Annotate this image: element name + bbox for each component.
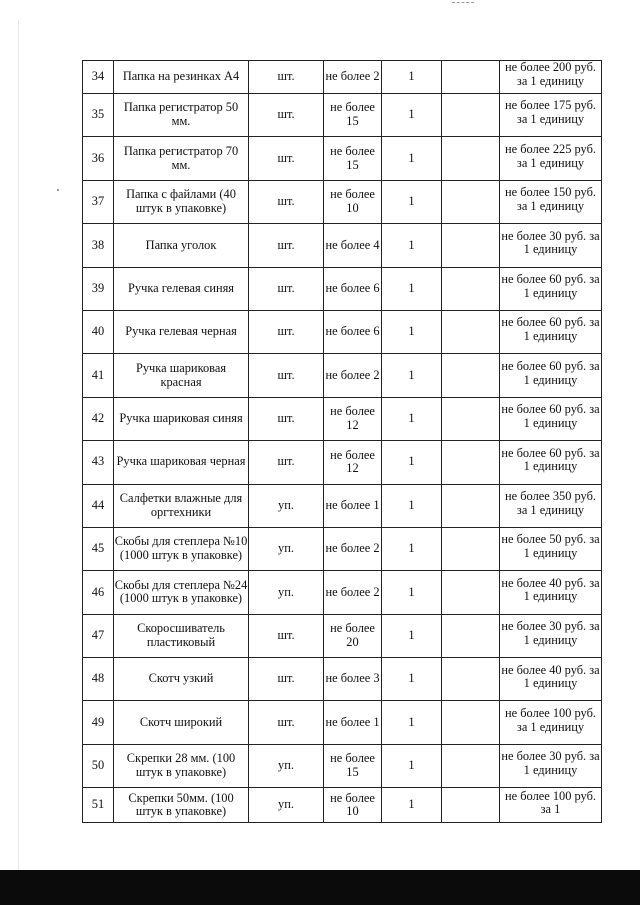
- item-name: Скрепки 28 мм. (100 штук в упаковке): [126, 751, 236, 780]
- row-number-cell: [83, 658, 114, 701]
- empty-cell-cell: [442, 744, 500, 787]
- unit-of-measure: шт.: [277, 454, 295, 469]
- count: 1: [408, 107, 415, 122]
- price-limit-cell: [500, 701, 602, 744]
- table-row: [83, 744, 602, 787]
- row-number-cell: [83, 397, 114, 440]
- count-cell: [382, 397, 442, 440]
- price-limit-cell: [500, 527, 602, 570]
- row-number-cell: [83, 180, 114, 223]
- row-number-cell: [83, 527, 114, 570]
- price-limit-cell: [500, 441, 602, 484]
- quantity-limit-cell: [324, 658, 382, 701]
- empty-cell-cell: [442, 180, 500, 223]
- quantity-limit-cell: [324, 744, 382, 787]
- table-row: [83, 180, 602, 223]
- item-name-cell: [114, 180, 249, 223]
- item-name: Скрепки 50мм. (100 штук в упаковке): [128, 790, 234, 819]
- quantity-limit: не более 2: [325, 584, 380, 599]
- price-limit-cell: [500, 571, 602, 614]
- item-name-cell: [114, 744, 249, 787]
- count-cell: [382, 788, 442, 823]
- item-name: Скоросшиватель пластиковый: [137, 621, 225, 649]
- unit-of-measure-cell: [249, 397, 324, 440]
- item-name-cell: [114, 484, 249, 527]
- price-limit-cell: [500, 224, 602, 267]
- row-number-cell: [83, 354, 114, 397]
- table-row: [83, 224, 602, 267]
- price-limit-cell: [500, 788, 602, 823]
- count-cell: [382, 267, 442, 310]
- unit-of-measure: уп.: [278, 497, 294, 512]
- unit-of-measure-cell: [249, 354, 324, 397]
- table-row: [83, 137, 602, 180]
- table-row: [83, 484, 602, 527]
- item-name-cell: [114, 788, 249, 823]
- item-name: Салфетки влажные для оргтехники: [119, 491, 243, 519]
- price-limit-cell: [500, 354, 602, 397]
- item-name: Скобы для степлера №10 (1000 штук в упаковке): [114, 534, 248, 563]
- table-row: [83, 527, 602, 570]
- unit-of-measure-cell: [249, 224, 324, 267]
- price-limit: не более 50 руб. за 1 единицу: [501, 532, 600, 561]
- count-cell: [382, 354, 442, 397]
- quantity-limit: не более 12: [330, 447, 375, 476]
- unit-of-measure-cell: [249, 180, 324, 223]
- item-name: Ручка шариковая черная: [116, 454, 246, 469]
- row-number-cell: [83, 788, 114, 823]
- count: 1: [408, 324, 415, 339]
- count-cell: [382, 61, 442, 94]
- page-edge-shadow: [18, 20, 19, 880]
- price-limit: не более 60 руб. за 1 единицу: [501, 272, 600, 300]
- row-number: 47: [91, 628, 105, 643]
- item-name: Скобы для степлера №24 (1000 штук в упаковке): [114, 577, 248, 606]
- unit-of-measure: шт.: [277, 237, 295, 252]
- empty-cell-cell: [442, 571, 500, 614]
- unit-of-measure: шт.: [277, 69, 295, 84]
- row-number-cell: [83, 137, 114, 180]
- count-cell: [382, 701, 442, 744]
- price-limit: не более 100 руб. за 1 единицу: [505, 705, 596, 734]
- price-limit: не более 225 руб. за 1 единицу: [505, 141, 596, 170]
- price-limit: не более 175 руб. за 1 единицу: [505, 98, 596, 127]
- empty-cell-cell: [442, 61, 500, 94]
- price-limit: не более 100 руб. за 1: [505, 788, 596, 817]
- price-limit-cell: [500, 484, 602, 527]
- unit-of-measure: шт.: [277, 280, 295, 295]
- empty-cell-cell: [442, 484, 500, 527]
- row-number: 38: [91, 237, 105, 252]
- unit-of-measure-cell: [249, 267, 324, 310]
- price-limit-cell: [500, 397, 602, 440]
- scan-speck: [57, 189, 59, 191]
- count: 1: [408, 497, 415, 512]
- price-limit: не более 60 руб. за 1 единицу: [501, 445, 600, 474]
- count-cell: [382, 224, 442, 267]
- price-limit-cell: [500, 744, 602, 787]
- item-name: Папка на резинках А4: [122, 69, 240, 84]
- row-number-cell: [83, 224, 114, 267]
- unit-of-measure-cell: [249, 614, 324, 657]
- unit-of-measure: уп.: [278, 797, 294, 812]
- item-name: Папка регистратор 50 мм.: [123, 100, 239, 129]
- quantity-limit: не более 6: [325, 280, 380, 295]
- unit-of-measure: уп.: [278, 541, 294, 556]
- item-name: Папка регистратор 70 мм.: [123, 143, 239, 172]
- unit-of-measure-cell: [249, 310, 324, 353]
- table-row: [83, 61, 602, 94]
- item-name-cell: [114, 267, 249, 310]
- count: 1: [408, 628, 415, 643]
- quantity-limit-cell: [324, 571, 382, 614]
- price-limit-cell: [500, 267, 602, 310]
- count: 1: [408, 671, 415, 686]
- table-row: [83, 94, 602, 137]
- item-name-cell: [114, 397, 249, 440]
- unit-of-measure: шт.: [277, 324, 295, 339]
- row-number: 43: [91, 454, 105, 469]
- row-number: 45: [91, 541, 105, 556]
- price-limit-cell: [500, 310, 602, 353]
- empty-cell-cell: [442, 137, 500, 180]
- unit-of-measure-cell: [249, 61, 324, 94]
- price-limit: не более 30 руб. за 1 единицу: [501, 619, 600, 647]
- table-row: [83, 267, 602, 310]
- item-name: Папка с файлами (40 штук в упаковке): [126, 187, 236, 215]
- count-cell: [382, 310, 442, 353]
- table-row: [83, 397, 602, 440]
- item-name-cell: [114, 61, 249, 94]
- row-number-cell: [83, 484, 114, 527]
- count: 1: [408, 69, 415, 84]
- table-row: [83, 658, 602, 701]
- count: 1: [408, 411, 415, 426]
- item-name: Скотч широкий: [139, 714, 223, 729]
- price-limit-cell: [500, 94, 602, 137]
- quantity-limit-cell: [324, 61, 382, 94]
- quantity-limit: не более 15: [330, 751, 375, 780]
- unit-of-measure: шт.: [277, 671, 295, 686]
- price-limit-cell: [500, 180, 602, 223]
- item-name-cell: [114, 527, 249, 570]
- count-cell: [382, 180, 442, 223]
- quantity-limit-cell: [324, 310, 382, 353]
- quantity-limit: не более 6: [325, 324, 380, 339]
- row-number: 34: [91, 69, 105, 84]
- price-limit-cell: [500, 137, 602, 180]
- count: 1: [408, 237, 415, 252]
- item-name: Ручка гелевая синяя: [128, 280, 234, 295]
- table-row: [83, 614, 602, 657]
- empty-cell-cell: [442, 701, 500, 744]
- empty-cell-cell: [442, 527, 500, 570]
- row-number: 42: [91, 411, 105, 426]
- table-row: [83, 354, 602, 397]
- unit-of-measure-cell: [249, 701, 324, 744]
- quantity-limit-cell: [324, 94, 382, 137]
- item-name: Папка уголок: [145, 237, 217, 252]
- row-number-cell: [83, 701, 114, 744]
- quantity-limit-cell: [324, 224, 382, 267]
- quantity-limit-cell: [324, 180, 382, 223]
- empty-cell-cell: [442, 310, 500, 353]
- quantity-limit: не более 12: [330, 404, 375, 432]
- unit-of-measure: шт.: [277, 367, 295, 382]
- count-cell: [382, 527, 442, 570]
- count: 1: [408, 367, 415, 382]
- count: 1: [408, 584, 415, 599]
- item-name-cell: [114, 94, 249, 137]
- row-number: 51: [91, 797, 105, 812]
- row-number-cell: [83, 614, 114, 657]
- count: 1: [408, 454, 415, 469]
- row-number: 39: [91, 280, 105, 295]
- quantity-limit: не более 20: [330, 621, 375, 649]
- row-number-cell: [83, 310, 114, 353]
- row-number-cell: [83, 571, 114, 614]
- quantity-limit-cell: [324, 354, 382, 397]
- unit-of-measure: уп.: [278, 584, 294, 599]
- quantity-limit: не более 1: [325, 714, 380, 729]
- quantity-limit: не более 1: [325, 497, 380, 512]
- price-limit-cell: [500, 61, 602, 94]
- row-number-cell: [83, 267, 114, 310]
- row-number: 41: [91, 367, 105, 382]
- count-cell: [382, 571, 442, 614]
- empty-cell-cell: [442, 354, 500, 397]
- quantity-limit-cell: [324, 397, 382, 440]
- unit-of-measure-cell: [249, 484, 324, 527]
- empty-cell-cell: [442, 94, 500, 137]
- price-limit: не более 30 руб. за 1 единицу: [501, 749, 600, 778]
- scan-footer-bar: [0, 870, 640, 905]
- price-limit-cell: [500, 614, 602, 657]
- unit-of-measure: шт.: [277, 150, 295, 165]
- row-number: 48: [91, 671, 105, 686]
- empty-cell-cell: [442, 441, 500, 484]
- unit-of-measure-cell: [249, 658, 324, 701]
- count: 1: [408, 194, 415, 209]
- quantity-limit: не более 2: [325, 69, 380, 84]
- price-limit-cell: [500, 658, 602, 701]
- row-number: 37: [91, 194, 105, 209]
- price-limit: не более 150 руб. за 1 единицу: [505, 185, 596, 213]
- row-number: 49: [91, 714, 105, 729]
- quantity-limit-cell: [324, 788, 382, 823]
- table-row: [83, 441, 602, 484]
- count: 1: [408, 280, 415, 295]
- empty-cell-cell: [442, 788, 500, 823]
- empty-cell-cell: [442, 224, 500, 267]
- item-name: Скотч узкий: [148, 671, 214, 686]
- unit-of-measure-cell: [249, 94, 324, 137]
- empty-cell-cell: [442, 267, 500, 310]
- price-limit: не более 60 руб. за 1 единицу: [501, 315, 600, 344]
- supplies-table: [82, 60, 602, 823]
- item-name-cell: [114, 224, 249, 267]
- quantity-limit-cell: [324, 441, 382, 484]
- price-limit: не более 30 руб. за 1 единицу: [501, 228, 600, 257]
- quantity-limit-cell: [324, 614, 382, 657]
- count-cell: [382, 614, 442, 657]
- count-cell: [382, 484, 442, 527]
- unit-of-measure: шт.: [277, 107, 295, 122]
- row-number: 50: [91, 758, 105, 773]
- unit-of-measure: уп.: [278, 758, 294, 773]
- count: 1: [408, 541, 415, 556]
- item-name: Ручка шариковая красная: [135, 360, 227, 389]
- quantity-limit-cell: [324, 701, 382, 744]
- unit-of-measure: шт.: [277, 628, 295, 643]
- row-number-cell: [83, 94, 114, 137]
- empty-cell-cell: [442, 397, 500, 440]
- unit-of-measure-cell: [249, 571, 324, 614]
- row-number: 40: [91, 324, 105, 339]
- row-number-cell: [83, 61, 114, 94]
- scan-mark: [452, 2, 474, 4]
- row-number-cell: [83, 441, 114, 484]
- unit-of-measure-cell: [249, 788, 324, 823]
- quantity-limit-cell: [324, 527, 382, 570]
- price-limit: не более 200 руб. за 1 единицу: [505, 60, 596, 88]
- item-name-cell: [114, 701, 249, 744]
- quantity-limit-cell: [324, 267, 382, 310]
- table-row: [83, 788, 602, 823]
- unit-of-measure: шт.: [277, 411, 295, 426]
- count-cell: [382, 137, 442, 180]
- row-number: 46: [91, 584, 105, 599]
- quantity-limit: не более 10: [330, 187, 375, 215]
- count: 1: [408, 150, 415, 165]
- item-name: Ручка гелевая черная: [125, 324, 237, 339]
- count-cell: [382, 94, 442, 137]
- count: 1: [408, 797, 415, 812]
- price-limit: не более 40 руб. за 1 единицу: [501, 662, 600, 691]
- item-name-cell: [114, 571, 249, 614]
- row-number: 44: [91, 497, 105, 512]
- item-name-cell: [114, 354, 249, 397]
- quantity-limit: не более 15: [330, 143, 375, 172]
- item-name-cell: [114, 614, 249, 657]
- count-cell: [382, 658, 442, 701]
- row-number: 36: [91, 150, 105, 165]
- table-body: [83, 61, 602, 823]
- quantity-limit-cell: [324, 137, 382, 180]
- item-name-cell: [114, 441, 249, 484]
- quantity-limit: не более 3: [325, 671, 380, 686]
- quantity-limit: не более 2: [325, 367, 380, 382]
- quantity-limit-cell: [324, 484, 382, 527]
- table-row: [83, 310, 602, 353]
- unit-of-measure-cell: [249, 137, 324, 180]
- item-name-cell: [114, 137, 249, 180]
- unit-of-measure: шт.: [277, 714, 295, 729]
- row-number: 35: [91, 107, 105, 122]
- item-name-cell: [114, 310, 249, 353]
- count: 1: [408, 758, 415, 773]
- price-limit: не более 40 руб. за 1 единицу: [501, 575, 600, 604]
- row-number-cell: [83, 744, 114, 787]
- price-limit: не более 60 руб. за 1 единицу: [501, 402, 600, 430]
- price-limit: не более 60 руб. за 1 единицу: [501, 358, 600, 387]
- unit-of-measure-cell: [249, 441, 324, 484]
- empty-cell-cell: [442, 614, 500, 657]
- price-limit: не более 350 руб. за 1 единицу: [505, 489, 596, 517]
- table-row: [83, 571, 602, 614]
- item-name-cell: [114, 658, 249, 701]
- unit-of-measure-cell: [249, 527, 324, 570]
- count-cell: [382, 441, 442, 484]
- table-row: [83, 701, 602, 744]
- empty-cell-cell: [442, 658, 500, 701]
- item-name: Ручка шариковая синяя: [119, 411, 243, 426]
- unit-of-measure-cell: [249, 744, 324, 787]
- unit-of-measure: шт.: [277, 194, 295, 209]
- quantity-limit: не более 10: [330, 790, 375, 819]
- quantity-limit: не более 4: [325, 237, 380, 252]
- quantity-limit: не более 15: [330, 100, 375, 129]
- count: 1: [408, 714, 415, 729]
- count-cell: [382, 744, 442, 787]
- quantity-limit: не более 2: [325, 541, 380, 556]
